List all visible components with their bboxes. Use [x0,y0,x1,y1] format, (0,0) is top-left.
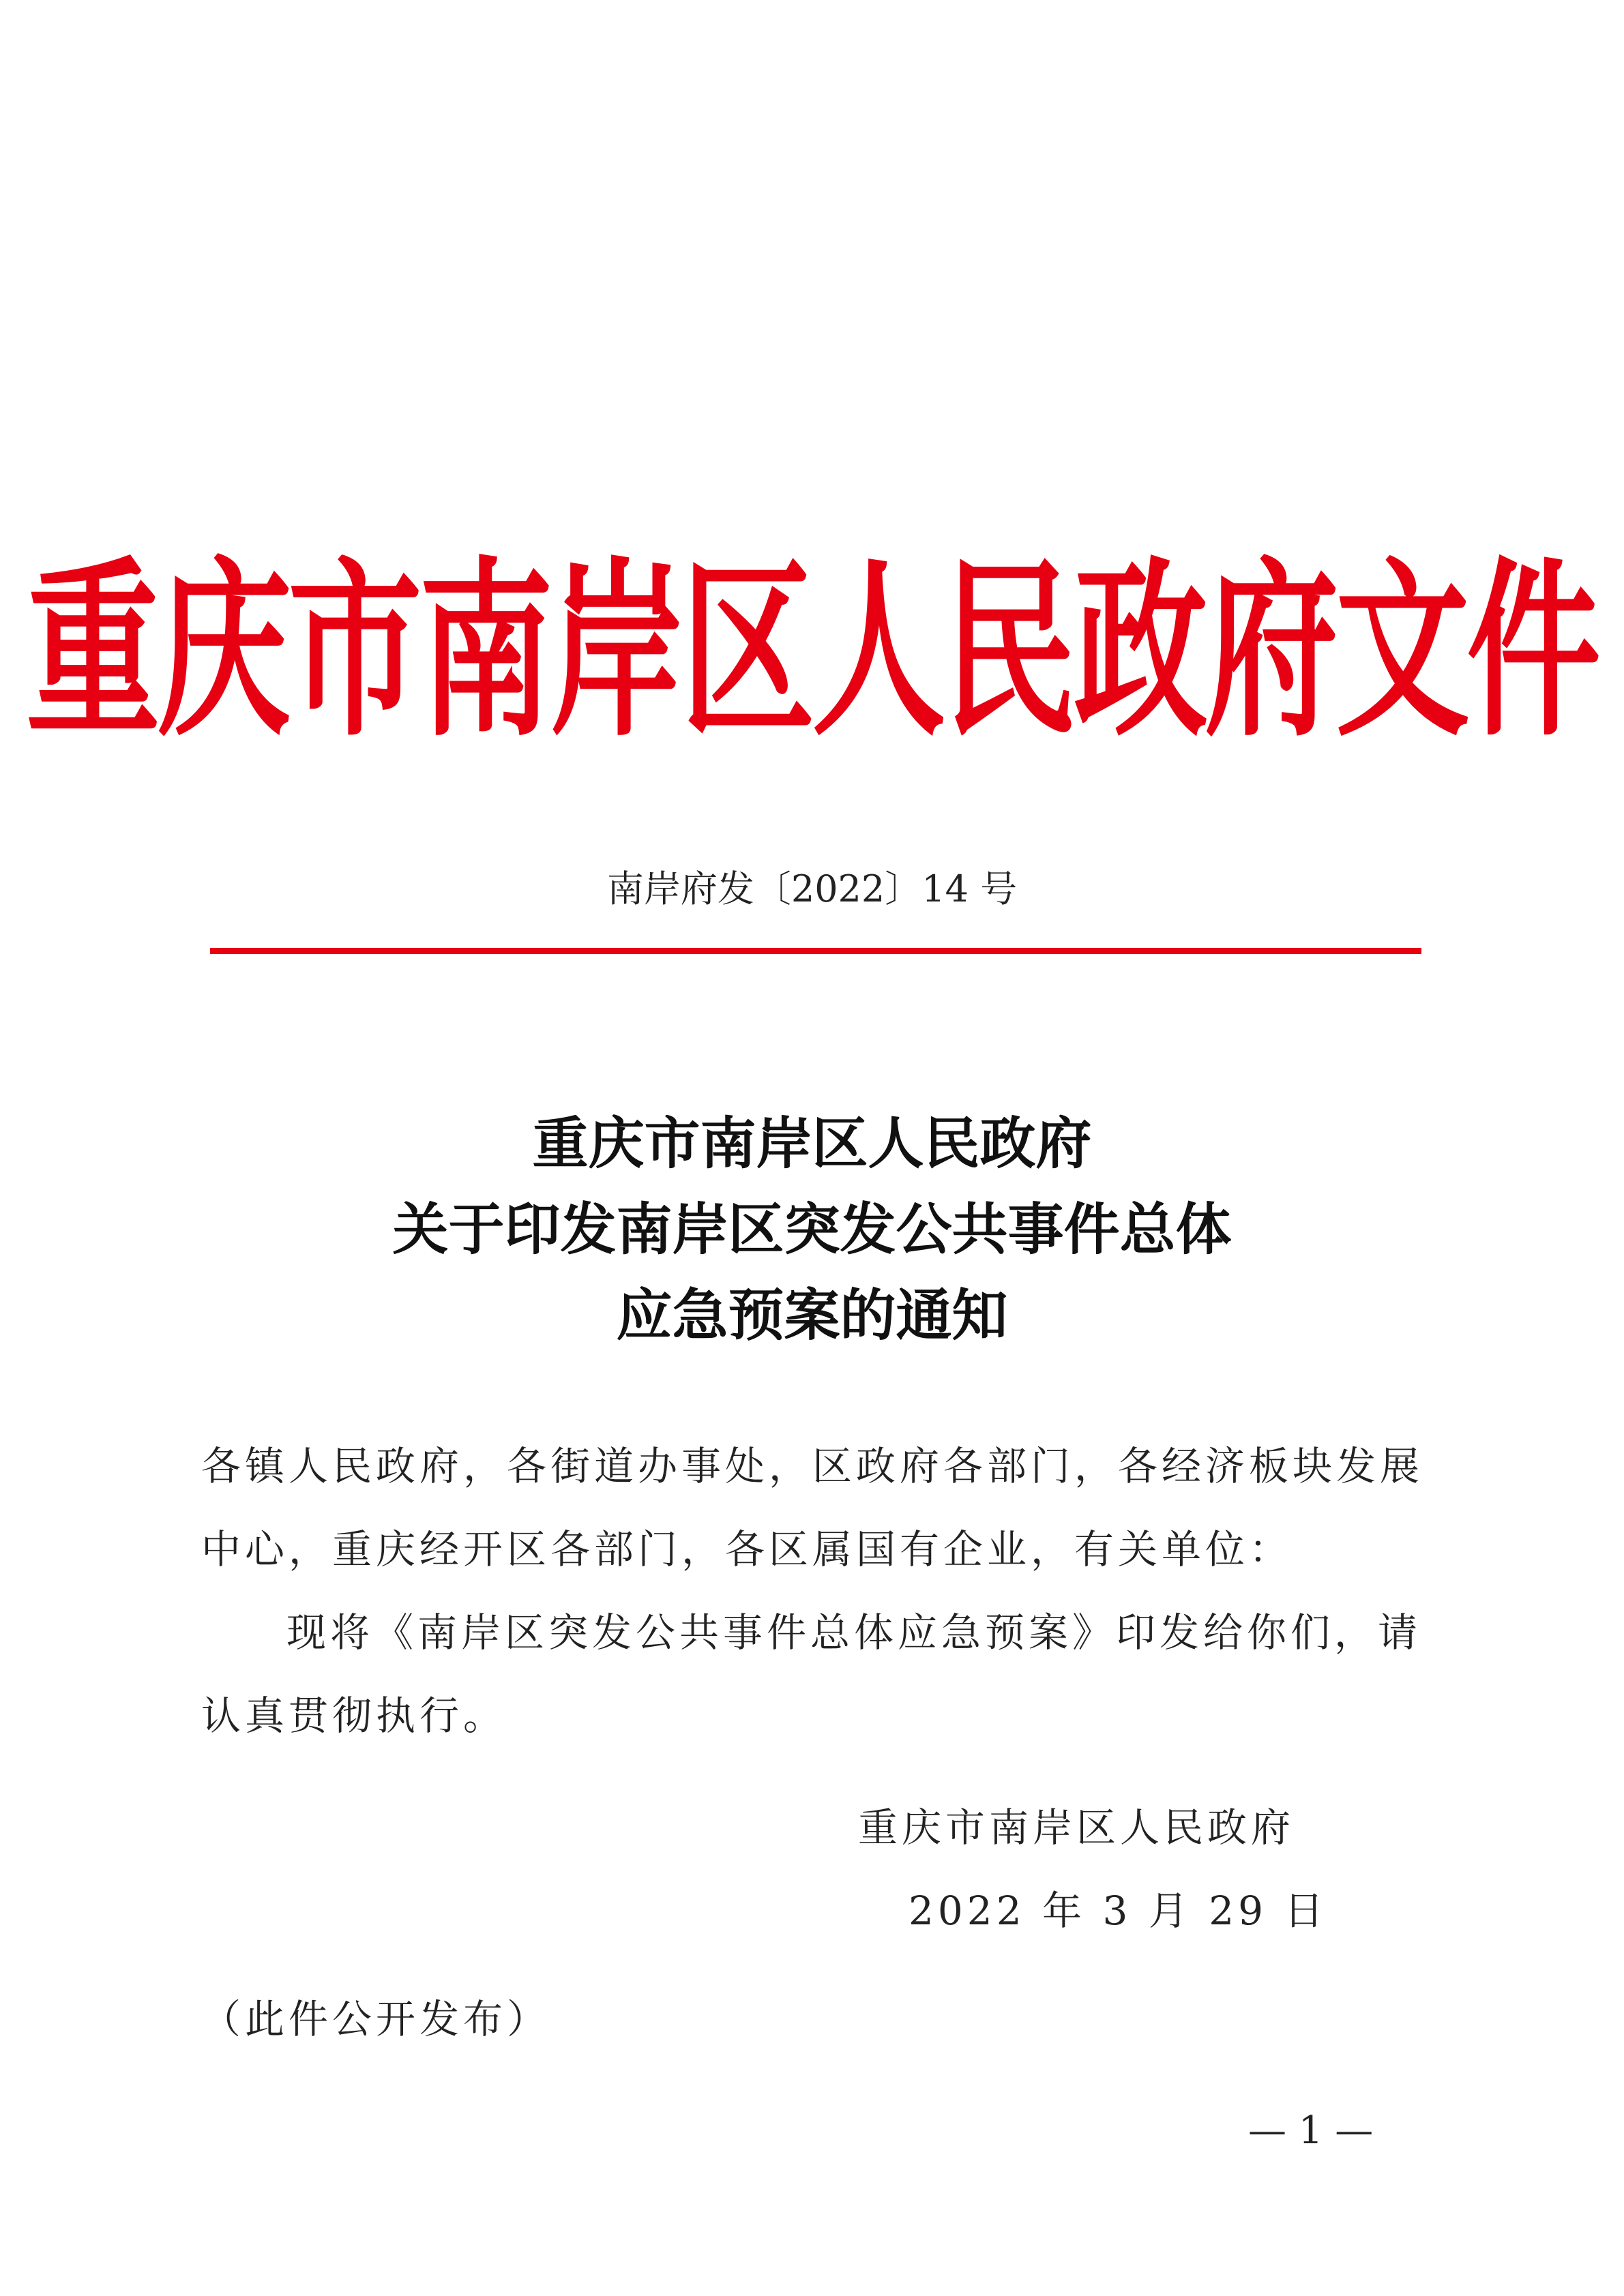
release-note: （此件公开发布） [201,1996,551,2042]
body-paragraph-line-1: 现将《南岸区突发公共事件总体应急预案》印发给你们，请 [286,1609,1422,1656]
page-number: — 1 — [1248,2108,1374,2153]
document-title [0,1101,1624,1359]
body-paragraph-line-2: 认真贯彻执行。 [201,1693,507,1739]
signature-date: 2022 年 3 月 29 日 [909,1888,1328,1934]
title-line-2: 关于印发南岸区突发公共事件总体 [392,1197,1232,1262]
red-divider-rule [210,948,1421,954]
document-number: 南岸府发〔2022〕14 号 [606,867,1018,910]
addressee-line-1: 各镇人民政府，各街道办事处，区政府各部门，各经济板块发展 [201,1443,1424,1489]
title-line-3: 应急预案的通知 [616,1283,1008,1348]
title-line-1: 重庆市南岸区人民政府 [532,1112,1092,1176]
document-masthead: 重庆市南岸区人民政府文件 [26,541,1598,763]
addressee-line-2: 中心，重庆经开区各部门，各区属国有企业，有关单位： [201,1526,1293,1572]
signatory-organization: 重庆市南岸区人民政府 [858,1804,1295,1851]
